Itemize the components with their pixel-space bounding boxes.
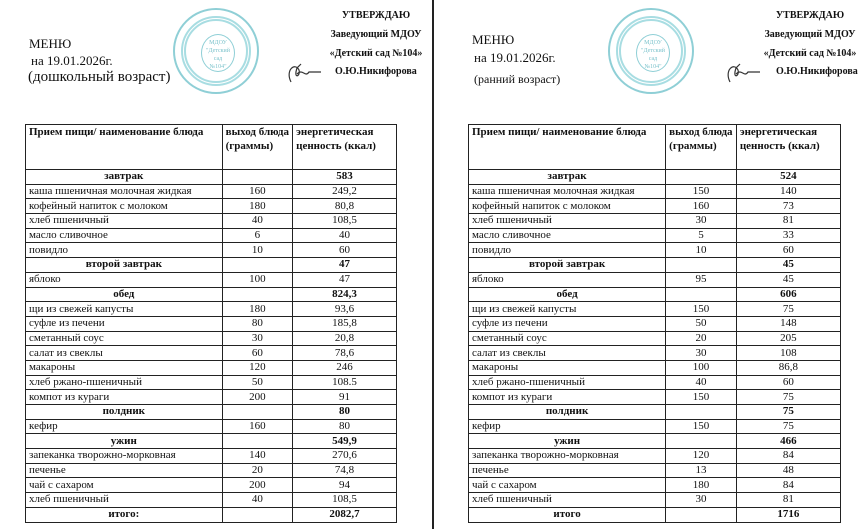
approval-org: «Детский сад №104» — [763, 48, 857, 59]
dish-kcal: 60 — [293, 243, 397, 258]
dish-kcal: 80,8 — [293, 199, 397, 214]
meal-row — [469, 258, 841, 273]
grams-cell — [222, 170, 292, 185]
meal-kcal: 524 — [736, 170, 840, 185]
dish-kcal: 75 — [736, 302, 840, 317]
meal-kcal: 80 — [293, 405, 397, 420]
dish-grams: 10 — [666, 243, 737, 258]
approval-position: Заведующий МДОУ — [330, 29, 422, 40]
dish-row — [469, 463, 841, 478]
dish-kcal: 94 — [293, 478, 397, 493]
dish-grams: 120 — [222, 360, 292, 375]
dish-row — [26, 316, 397, 331]
meal-name: обед — [469, 287, 666, 302]
dish-grams: 100 — [666, 360, 737, 375]
meal-name: ужин — [469, 434, 666, 449]
dish-grams: 6 — [222, 228, 292, 243]
dish-grams: 40 — [222, 493, 292, 508]
dish-row — [469, 331, 841, 346]
grams-cell — [666, 405, 737, 420]
meal-name: итого — [469, 507, 666, 522]
dish-grams: 30 — [666, 214, 737, 229]
meal-kcal: 466 — [736, 434, 840, 449]
meal-name: второй завтрак — [26, 258, 223, 273]
approval-block — [316, 6, 436, 63]
meal-kcal: 1716 — [736, 507, 840, 522]
approval-signer: О.Ю.Никифорова — [335, 66, 417, 77]
column-header: Прием пищи/ наименование блюда — [26, 125, 223, 170]
dish-kcal: 75 — [736, 419, 840, 434]
dish-row — [26, 243, 397, 258]
dish-name: компот из кураги — [469, 390, 666, 405]
dish-row — [26, 493, 397, 508]
meal-name: полдник — [26, 405, 223, 420]
dish-name: каша пшеничная молочная жидкая — [26, 184, 223, 199]
grams-cell — [666, 170, 737, 185]
meal-row — [26, 434, 397, 449]
dish-name: хлеб ржано-пшеничный — [26, 375, 223, 390]
dish-row — [469, 302, 841, 317]
menu-date: на 19.01.2026г. — [31, 53, 113, 68]
dish-name: чай с сахаром — [469, 478, 666, 493]
dish-grams: 50 — [666, 316, 737, 331]
meal-row — [469, 405, 841, 420]
dish-kcal: 84 — [736, 478, 840, 493]
dish-row — [469, 199, 841, 214]
dish-row — [26, 184, 397, 199]
column-header: энергетическая ценность (ккал) — [293, 125, 397, 170]
meal-kcal: 606 — [736, 287, 840, 302]
column-header: выход блюда (граммы) — [222, 125, 292, 170]
dish-row — [26, 463, 397, 478]
dish-name: яблоко — [469, 272, 666, 287]
dish-kcal: 80 — [293, 419, 397, 434]
menu-date: на 19.01.2026г. — [474, 50, 556, 65]
dish-kcal: 81 — [736, 493, 840, 508]
dish-name: щи из свежей капусты — [469, 302, 666, 317]
menu-page-early-age — [434, 0, 863, 529]
meal-name: полдник — [469, 405, 666, 420]
dish-grams: 100 — [222, 272, 292, 287]
dish-name: салат из свеклы — [469, 346, 666, 361]
dish-row — [26, 199, 397, 214]
grams-cell — [222, 287, 292, 302]
dish-row — [26, 331, 397, 346]
dish-grams: 200 — [222, 478, 292, 493]
dish-kcal: 91 — [293, 390, 397, 405]
grams-cell — [222, 258, 292, 273]
grams-cell — [666, 434, 737, 449]
dish-kcal: 108,5 — [293, 214, 397, 229]
dish-kcal: 20,8 — [293, 331, 397, 346]
dish-name: щи из свежей капусты — [26, 302, 223, 317]
dish-row — [26, 375, 397, 390]
dish-grams: 30 — [666, 493, 737, 508]
dish-name: кефир — [26, 419, 223, 434]
dish-row — [469, 390, 841, 405]
meal-kcal: 824,3 — [293, 287, 397, 302]
meal-row — [469, 434, 841, 449]
dish-row — [469, 272, 841, 287]
meal-row — [26, 170, 397, 185]
dish-grams: 150 — [666, 419, 737, 434]
dish-grams: 30 — [222, 331, 292, 346]
meal-kcal: 45 — [736, 258, 840, 273]
approval-org: «Детский сад №104» — [329, 48, 423, 59]
approval-signer: О.Ю.Никифорова — [776, 66, 858, 77]
meal-row — [26, 405, 397, 420]
signature — [283, 60, 323, 86]
dish-name: яблоко — [26, 272, 223, 287]
dish-grams: 150 — [666, 390, 737, 405]
dish-name: кефир — [469, 419, 666, 434]
dish-kcal: 60 — [736, 375, 840, 390]
dish-grams: 50 — [222, 375, 292, 390]
dish-row — [26, 360, 397, 375]
dish-name: компот из кураги — [26, 390, 223, 405]
dish-name: кофейный напиток с молоком — [26, 199, 223, 214]
dish-row — [469, 346, 841, 361]
dish-name: масло сливочное — [26, 228, 223, 243]
dish-row — [469, 316, 841, 331]
dish-grams: 20 — [222, 463, 292, 478]
dish-kcal: 84 — [736, 449, 840, 464]
dish-grams: 30 — [666, 346, 737, 361]
dish-kcal: 74,8 — [293, 463, 397, 478]
approval-position: Заведующий МДОУ — [764, 29, 856, 40]
dish-name: масло сливочное — [469, 228, 666, 243]
approval-title: УТВЕРЖДАЮ — [775, 10, 845, 21]
dish-row — [469, 478, 841, 493]
dish-grams: 160 — [222, 184, 292, 199]
dish-grams: 150 — [666, 302, 737, 317]
dish-row — [26, 390, 397, 405]
dish-row — [469, 184, 841, 199]
dish-name: каша пшеничная молочная жидкая — [469, 184, 666, 199]
menu-table — [25, 124, 397, 523]
dish-grams: 180 — [222, 302, 292, 317]
dish-name: хлеб пшеничный — [26, 214, 223, 229]
dish-grams: 120 — [666, 449, 737, 464]
dish-row — [469, 449, 841, 464]
meal-kcal: 47 — [293, 258, 397, 273]
menu-table — [468, 124, 841, 523]
dish-name: печенье — [26, 463, 223, 478]
dish-grams: 160 — [222, 419, 292, 434]
dish-row — [26, 214, 397, 229]
dish-kcal: 270,6 — [293, 449, 397, 464]
age-group: (ранний возраст) — [474, 72, 561, 86]
dish-row — [26, 272, 397, 287]
dish-grams: 13 — [666, 463, 737, 478]
dish-kcal: 45 — [736, 272, 840, 287]
dish-name: кофейный напиток с молоком — [469, 199, 666, 214]
dish-kcal: 73 — [736, 199, 840, 214]
menu-title: МЕНЮ — [472, 32, 515, 47]
dish-kcal: 205 — [736, 331, 840, 346]
dish-kcal: 78,6 — [293, 346, 397, 361]
dish-name: запеканка творожно-морковная — [469, 449, 666, 464]
dish-grams: 200 — [222, 390, 292, 405]
dish-grams: 10 — [222, 243, 292, 258]
column-header: Прием пищи/ наименование блюда — [469, 125, 666, 170]
dish-grams: 20 — [666, 331, 737, 346]
meal-row — [469, 170, 841, 185]
grams-cell — [666, 507, 737, 522]
dish-kcal: 148 — [736, 316, 840, 331]
dish-name: макароны — [469, 360, 666, 375]
dish-kcal: 47 — [293, 272, 397, 287]
dish-grams: 180 — [222, 199, 292, 214]
dish-row — [26, 419, 397, 434]
meal-name: итого: — [26, 507, 223, 522]
dish-name: хлеб пшеничный — [469, 214, 666, 229]
dish-grams: 160 — [666, 199, 737, 214]
meal-row — [26, 507, 397, 522]
official-stamp: МДОУ "Детский сад №104" — [173, 8, 259, 94]
dish-kcal: 108.5 — [293, 375, 397, 390]
grams-cell — [666, 258, 737, 273]
dish-name: салат из свеклы — [26, 346, 223, 361]
dish-row — [26, 228, 397, 243]
dish-grams: 140 — [222, 449, 292, 464]
meal-name: обед — [26, 287, 223, 302]
dish-kcal: 86,8 — [736, 360, 840, 375]
column-header: выход блюда (граммы) — [666, 125, 737, 170]
meal-name: завтрак — [469, 170, 666, 185]
dish-kcal: 33 — [736, 228, 840, 243]
dish-kcal: 249,2 — [293, 184, 397, 199]
dish-row — [26, 302, 397, 317]
dish-kcal: 108,5 — [293, 493, 397, 508]
meal-name: второй завтрак — [469, 258, 666, 273]
dish-row — [26, 449, 397, 464]
approval-block — [750, 6, 863, 63]
dish-name: суфле из печени — [26, 316, 223, 331]
dish-name: повидло — [469, 243, 666, 258]
meal-row — [469, 507, 841, 522]
dish-name: макароны — [26, 360, 223, 375]
meal-kcal: 583 — [293, 170, 397, 185]
meal-row — [26, 258, 397, 273]
meal-name: завтрак — [26, 170, 223, 185]
dish-name: печенье — [469, 463, 666, 478]
dish-kcal: 185,8 — [293, 316, 397, 331]
meal-kcal: 549,9 — [293, 434, 397, 449]
dish-row — [26, 346, 397, 361]
dish-name: сметанный соус — [26, 331, 223, 346]
dish-name: хлеб ржано-пшеничный — [469, 375, 666, 390]
dish-name: чай с сахаром — [26, 478, 223, 493]
dish-name: хлеб пшеничный — [26, 493, 223, 508]
dish-row — [469, 360, 841, 375]
dish-row — [469, 493, 841, 508]
dish-kcal: 48 — [736, 463, 840, 478]
dish-grams: 80 — [222, 316, 292, 331]
menu-title: МЕНЮ — [29, 36, 72, 51]
age-group: (дошкольный возраст) — [28, 69, 171, 85]
grams-cell — [222, 507, 292, 522]
dish-grams: 60 — [222, 346, 292, 361]
dish-row — [469, 228, 841, 243]
dish-kcal: 246 — [293, 360, 397, 375]
table-header — [469, 125, 841, 170]
dish-row — [469, 375, 841, 390]
dish-grams: 180 — [666, 478, 737, 493]
dish-grams: 40 — [222, 214, 292, 229]
dish-kcal: 40 — [293, 228, 397, 243]
dish-name: суфле из печени — [469, 316, 666, 331]
meal-row — [469, 287, 841, 302]
dish-row — [469, 243, 841, 258]
signature — [722, 60, 762, 86]
dish-kcal: 81 — [736, 214, 840, 229]
dish-kcal: 60 — [736, 243, 840, 258]
dish-name: повидло — [26, 243, 223, 258]
dish-grams: 5 — [666, 228, 737, 243]
approval-title: УТВЕРЖДАЮ — [341, 10, 411, 21]
dish-row — [26, 478, 397, 493]
grams-cell — [666, 287, 737, 302]
dish-grams: 40 — [666, 375, 737, 390]
grams-cell — [222, 434, 292, 449]
dish-row — [469, 419, 841, 434]
dish-kcal: 108 — [736, 346, 840, 361]
meal-kcal: 2082,7 — [293, 507, 397, 522]
meal-name: ужин — [26, 434, 223, 449]
dish-grams: 150 — [666, 184, 737, 199]
dish-name: сметанный соус — [469, 331, 666, 346]
dish-name: запеканка творожно-морковная — [26, 449, 223, 464]
dish-kcal: 75 — [736, 390, 840, 405]
column-header: энергетическая ценность (ккал) — [736, 125, 840, 170]
dish-kcal: 93,6 — [293, 302, 397, 317]
grams-cell — [222, 405, 292, 420]
dish-kcal: 140 — [736, 184, 840, 199]
dish-grams: 95 — [666, 272, 737, 287]
meal-row — [26, 287, 397, 302]
dish-name: хлеб пшеничный — [469, 493, 666, 508]
meal-kcal: 75 — [736, 405, 840, 420]
table-header — [26, 125, 397, 170]
dish-row — [469, 214, 841, 229]
official-stamp: МДОУ "Детский сад №104" — [608, 8, 694, 94]
